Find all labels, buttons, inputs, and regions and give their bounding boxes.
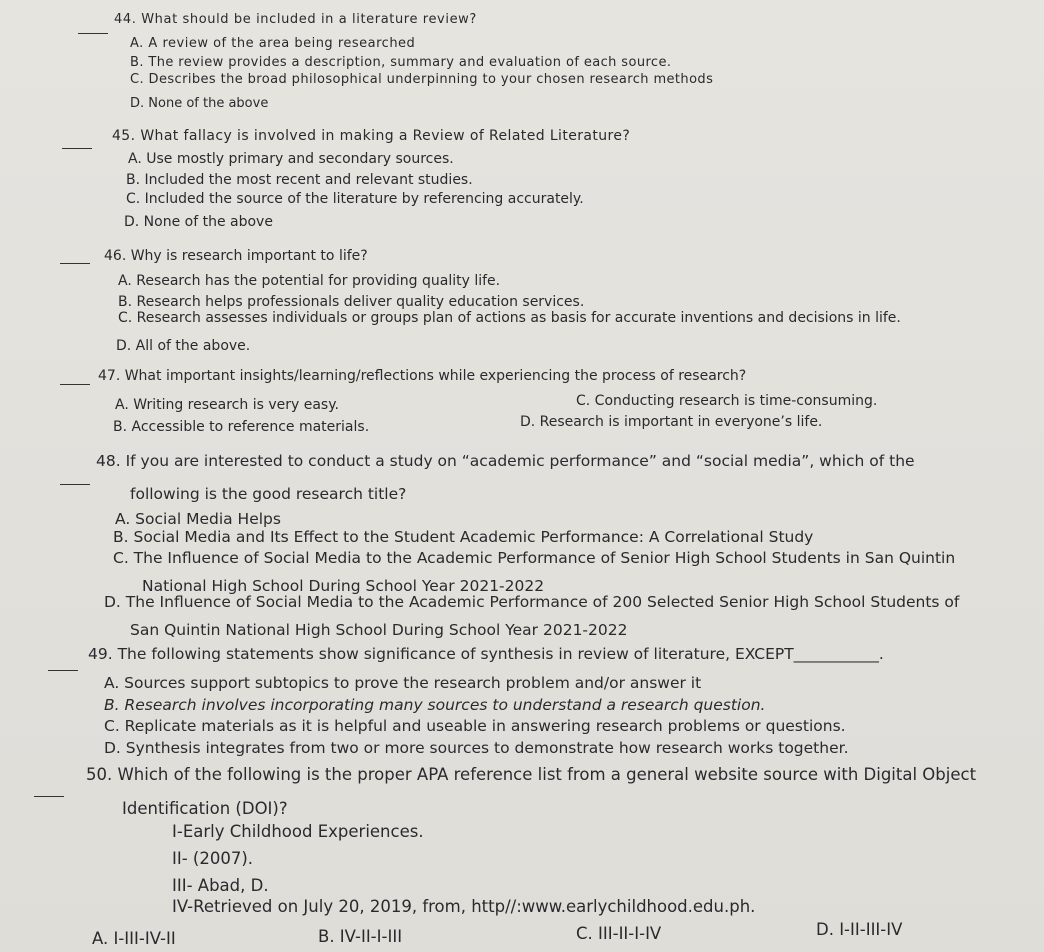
answer-blank-48[interactable] [60,484,90,485]
choice-48-b: B. Social Media and Its Effect to the Student Academic Performance: A Correlational Study [113,528,814,546]
choice-50-b: B. IV-II-I-III [318,927,403,946]
answer-blank-44[interactable] [78,33,108,34]
choice-48-a: A. Social Media Helps [115,510,281,528]
question-47: 47. What important insights/learning/reflections while experiencing the process of research? [98,368,747,384]
item-50-iv: IV-Retrieved on July 20, 2019, from, http//:www.earlychildhood.edu.ph. [172,897,756,916]
item-50-iii: III- Abad, D. [172,876,269,895]
question-46: 46. Why is research important to life? [104,248,368,264]
answer-blank-47[interactable] [60,384,90,385]
choice-49-d: D. Synthesis integrates from two or more sources to demonstrate how research works together. [104,739,849,757]
choice-50-c: C. III-II-I-IV [576,924,662,943]
question-45: 45. What fallacy is involved in making a Review of Related Literature? [112,128,631,144]
answer-blank-49[interactable] [48,670,78,671]
question-48: 48. If you are interested to conduct a study on “academic performance” and “social media”, which of the [96,452,915,470]
question-44: 44. What should be included in a literature review? [114,12,477,27]
choice-45-a: A. Use mostly primary and secondary sources. [128,151,454,167]
choice-47-a: A. Writing research is very easy. [115,397,339,413]
choice-47-c: C. Conducting research is time-consuming. [576,393,878,409]
answer-blank-45[interactable] [62,148,92,149]
question-50: 50. Which of the following is the proper APA reference list from a general website source with Digital Object [86,765,977,784]
choice-49-b: B. Research involves incorporating many sources to understand a research question. [104,696,766,714]
choice-44-c: C. Describes the broad philosophical underpinning to your chosen research methods [130,72,714,87]
choice-49-a: A. Sources support subtopics to prove the research problem and/or answer it [104,674,702,692]
choice-46-b: B. Research helps professionals deliver quality education services. [118,294,585,310]
item-50-ii: II- (2007). [172,849,254,868]
choice-46-a: A. Research has the potential for providing quality life. [118,273,501,289]
item-50-i: I-Early Childhood Experiences. [172,822,424,841]
choice-48-d-cont: San Quintin National High School During School Year 2021-2022 [130,621,628,639]
choice-49-c: C. Replicate materials as it is helpful and useable in answering research problems or questions. [104,717,846,735]
choice-47-b: B. Accessible to reference materials. [113,419,370,435]
choice-47-d: D. Research is important in everyone’s life. [520,414,823,430]
choice-50-a: A. I-III-IV-II [92,929,176,948]
question-49: 49. The following statements show significance of synthesis in review of literature, EXCEPT___________. [88,645,884,663]
answer-blank-46[interactable] [60,263,90,264]
question-50-cont: Identification (DOI)? [122,799,288,818]
question-48-cont: following is the good research title? [130,485,407,503]
choice-44-b: B. The review provides a description, summary and evaluation of each source. [130,55,672,70]
answer-blank-50[interactable] [34,796,64,797]
choice-45-b: B. Included the most recent and relevant studies. [126,172,473,188]
choice-45-d: D. None of the above [124,214,273,230]
choice-50-d: D. I-II-III-IV [816,920,903,939]
choice-44-a: A. A review of the area being researched [130,36,416,51]
choice-45-c: C. Included the source of the literature by referencing accurately. [126,191,584,207]
choice-46-d: D. All of the above. [116,338,251,354]
choice-48-c: C. The Influence of Social Media to the Academic Performance of Senior High School Students in San Quintin [113,549,956,567]
choice-48-d: D. The Influence of Social Media to the Academic Performance of 200 Selected Senior High School Students of [104,593,960,611]
choice-48-c-cont: National High School During School Year 2021-2022 [142,577,545,595]
choice-44-d: D. None of the above [130,96,269,111]
choice-46-c: C. Research assesses individuals or groups plan of actions as basis for accurate inventions and decisions in life. [118,310,901,326]
